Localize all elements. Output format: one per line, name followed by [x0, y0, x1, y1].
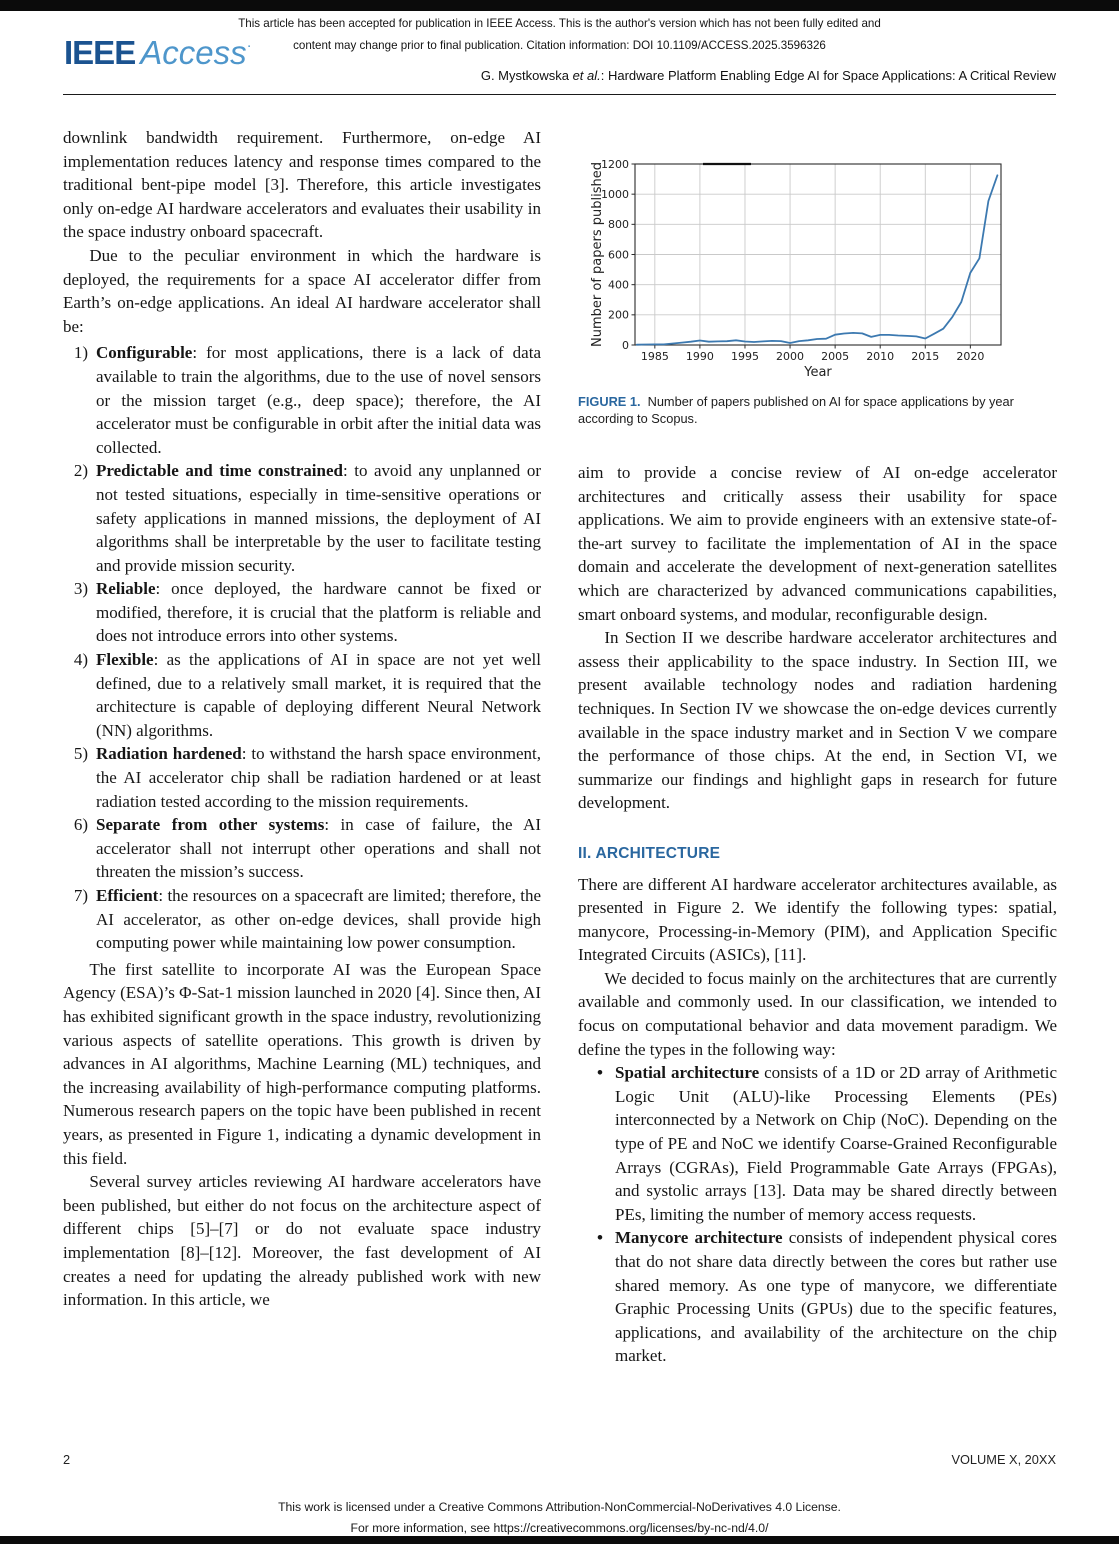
item-text: : once deployed, the hardware cannot be fixed or modified, therefore, it is crucial that the platform is reliable and does not introduce errors into other systems.	[96, 579, 541, 646]
svg-text:0: 0	[622, 338, 629, 352]
right-paragraph-1: aim to provide a concise review of AI on-edge accelerator architectures and critically assess their usability for space applications. We aim to provide engineers with an extensive state-of-the-art survey to facilitate the implementation of AI in the space domain and accelerate the development of next-generation satellites which are characterized by advanced communications capabilities, smart onboard systems, and modular, reconfigurable design.	[578, 463, 1057, 624]
requirement-item-reliable	[63, 577, 541, 648]
svg-text:200: 200	[608, 308, 629, 322]
item-text: : to withstand the harsh space environment, the AI accelerator chip shall be radiation hardened or at least radiation tested according to the mission requirements.	[96, 744, 541, 811]
item-term: Configurable	[96, 343, 193, 363]
right-paragraph-2: In Section II we describe hardware accelerator architectures and assess their applicability to the space industry. In Section III, we present available technology nodes and radiation hardening techniques. In Section IV we showcase the on-edge devices currently available in the space industry market and in Section V we compare the performance of those chips. At the end, in Section VI, we summarize our findings and highlight gaps in research for future development.	[578, 628, 1057, 813]
requirement-item-efficient	[63, 884, 541, 955]
item-term: Separate from other systems	[96, 815, 325, 835]
running-head	[481, 68, 1056, 83]
figure-1-label: FIGURE 1.	[578, 394, 641, 409]
item-text: : for most applications, there is a lack of data available to train the algorithms, due to the use of novel sensors or the mission target (e.g., deep space); therefore, the AI accelerator must be configurable in orbit after the initial data was collected.	[96, 343, 541, 457]
svg-text:Number of papers published: Number of papers published	[590, 162, 605, 347]
footer-page-number: 2	[63, 1452, 71, 1467]
svg-text:1985: 1985	[640, 350, 669, 363]
license-line-1: This work is licensed under a Creative Commons Attribution-NonCommercial-NoDerivatives 4.0 License.	[278, 1500, 841, 1514]
item-text: : as the applications of AI in space are not yet well defined, due to a relatively small market, it is required that the architecture is capable of deploying different Neural Network (NN) algorithms.	[96, 650, 541, 740]
bullet-marker: •	[597, 1063, 603, 1083]
right-column	[578, 148, 1057, 1368]
item-number: 7)	[73, 886, 88, 905]
left-paragraph-1: downlink bandwidth requirement. Furthermore, on-edge AI implementation reduces latency and response times compared to the traditional bent-pipe model [3]. Therefore, this article investigates only on-edge AI hardware accelerators and evaluates their usability in the space industry onboard spacecraft.	[63, 128, 541, 242]
item-term: Reliable	[96, 579, 156, 599]
svg-text:2000: 2000	[776, 350, 805, 363]
left-paragraph-3: The first satellite to incorporate AI was the European Space Agency (ESA)’s Φ-Sat-1 mission launched in 2020 [4]. Since then, AI has exhibited significant growth in the space industry, revolutionizing various aspects of satellite operations. This growth is driven by advances in AI algorithms, Machine Learning (ML) techniques, and the increasing availability of high-performance computing platforms. Numerous research papers on the topic have been published in recent years, as presented in Figure 1, indicating a dynamic development in this field.	[63, 959, 541, 1168]
figure-1	[578, 148, 1057, 427]
left-paragraph-2: Due to the peculiar environment in which the hardware is deployed, the requirements for a space AI accelerator differ from Earth’s on-edge applications. An ideal AI hardware accelerator shall be:	[63, 245, 541, 336]
svg-text:400: 400	[608, 278, 629, 292]
item-text: : in case of failure, the AI accelerator shall not interrupt other operations and shall not threaten the mission’s success.	[96, 815, 541, 882]
requirement-item-flexible	[63, 648, 541, 742]
svg-text:2015: 2015	[911, 350, 940, 363]
bullet-term: Spatial architecture	[615, 1063, 760, 1083]
figure1-chart	[588, 148, 1028, 386]
running-head-title: : Hardware Platform Enabling Edge AI for Space Applications: A Critical Review	[600, 68, 1056, 83]
top-black-bar	[0, 0, 1119, 11]
right-paragraph-3: There are different AI hardware accelerator architectures available, as presented in Figure 2. We identify the following types: spatial, manycore, Processing-in-Memory (PIM), and Application Specific Integrated Circuits (ASICs), [11].	[578, 874, 1057, 965]
running-head-authors: G. Mystkowska	[480, 68, 573, 83]
header-divider	[63, 94, 1056, 95]
item-number: 4)	[73, 650, 88, 670]
architecture-bullet-list	[578, 1061, 1057, 1368]
requirement-item-configurable	[63, 341, 541, 459]
item-term: Radiation hardened	[96, 744, 242, 764]
logo-trademark-dot: ·	[246, 37, 252, 54]
figure-1-caption-text: Number of papers published on AI for space applications by year according to Scopus.	[578, 394, 1014, 426]
bottom-black-bar	[0, 1536, 1119, 1544]
item-number: 3)	[73, 579, 88, 599]
figure-1-caption	[578, 393, 1057, 427]
svg-text:600: 600	[608, 248, 629, 262]
bullet-text: consists of a 1D or 2D array of Arithmetic Logic Unit (ALU)-like Processing Elements (PEs) interconnected by a Network on Chip (NoC). Depending on the type of PE and NoC we identify Coarse-Grained Reconfigurable Arrays (CGRAs), Field Programmable Gate Arrays (FPGAs), and systolic arrays [13]. Data may be shared directly between PEs, limiting the number of memory access requests.	[615, 1063, 1057, 1224]
logo-access-text: Access	[140, 34, 247, 71]
section-heading-architecture: II. ARCHITECTURE	[578, 844, 721, 862]
svg-text:800: 800	[608, 218, 629, 232]
svg-text:2010: 2010	[866, 350, 895, 363]
bullet-item-spatial	[578, 1061, 1057, 1226]
item-term: Predictable and time constrained	[96, 461, 343, 481]
item-term: Flexible	[96, 650, 154, 670]
bullet-item-manycore	[578, 1226, 1057, 1368]
requirements-list	[63, 341, 541, 954]
acceptance-notice-line-1: This article has been accepted for publication in IEEE Access. This is the author's version which has not been fully edited and	[238, 17, 881, 30]
bullet-marker: •	[597, 1228, 603, 1248]
left-column	[63, 126, 541, 1312]
svg-text:1200: 1200	[601, 157, 629, 171]
item-term: Efficient	[96, 886, 159, 905]
svg-text:1995: 1995	[730, 350, 759, 363]
item-number: 1)	[73, 343, 88, 363]
item-text: : to avoid any unplanned or not tested situations, especially in time-sensitive operations or safety applications in manned missions, the deployment of AI algorithms shall be interpretable by the user to facilitate testing and provide mission security.	[96, 461, 541, 575]
svg-text:2005: 2005	[821, 350, 850, 363]
bullet-text: consists of independent physical cores that do not share data directly between the cores but rather use shared memory. As one type of manycore, we differentiate Graphic Processing Units (GPUs) due to the specific features, applications, and availability of the architecture on the chip market.	[615, 1228, 1057, 1366]
requirement-item-separate	[63, 813, 541, 884]
right-paragraph-4: We decided to focus mainly on the architectures that are currently available and commonly used. In our classification, we intended to focus on computational behavior and data movement paradigm. We define the types in the following way:	[578, 968, 1057, 1059]
item-number: 2)	[73, 461, 88, 481]
acceptance-notice-line-2: content may change prior to final publication. Citation information: DOI 10.1109/ACCESS.2025.3596326	[293, 39, 826, 52]
license-line-2: For more information, see https://creativecommons.org/licenses/by-nc-nd/4.0/	[350, 1521, 769, 1535]
svg-text:1990: 1990	[685, 350, 714, 363]
svg-text:2020: 2020	[956, 350, 985, 363]
item-number: 5)	[73, 744, 88, 764]
bullet-term: Manycore architecture	[615, 1228, 783, 1248]
left-paragraph-4: Several survey articles reviewing AI hardware accelerators have been published, but either do not focus on the architecture aspect of different chips [5]–[7] or do not evaluate space industry implementation [8]–[12]. Moreover, the fast development of AI creates a need for updating the already published work with new information. In this article, we	[63, 1172, 541, 1310]
item-text: : the resources on a spacecraft are limited; therefore, the AI accelerator, as other on-edge devices, shall provide high computing power while maintaining low power consumption.	[96, 886, 541, 953]
requirement-item-predictable	[63, 459, 541, 577]
svg-text:Year: Year	[804, 365, 832, 380]
item-number: 6)	[73, 815, 88, 835]
ieee-access-logo	[64, 36, 252, 69]
requirement-item-radiation-hardened	[63, 742, 541, 813]
svg-text:1000: 1000	[601, 187, 629, 201]
logo-ieee-text: IEEE	[64, 34, 136, 71]
footer-volume: VOLUME X, 20XX	[951, 1452, 1056, 1467]
running-head-etal: et al.	[572, 68, 601, 83]
